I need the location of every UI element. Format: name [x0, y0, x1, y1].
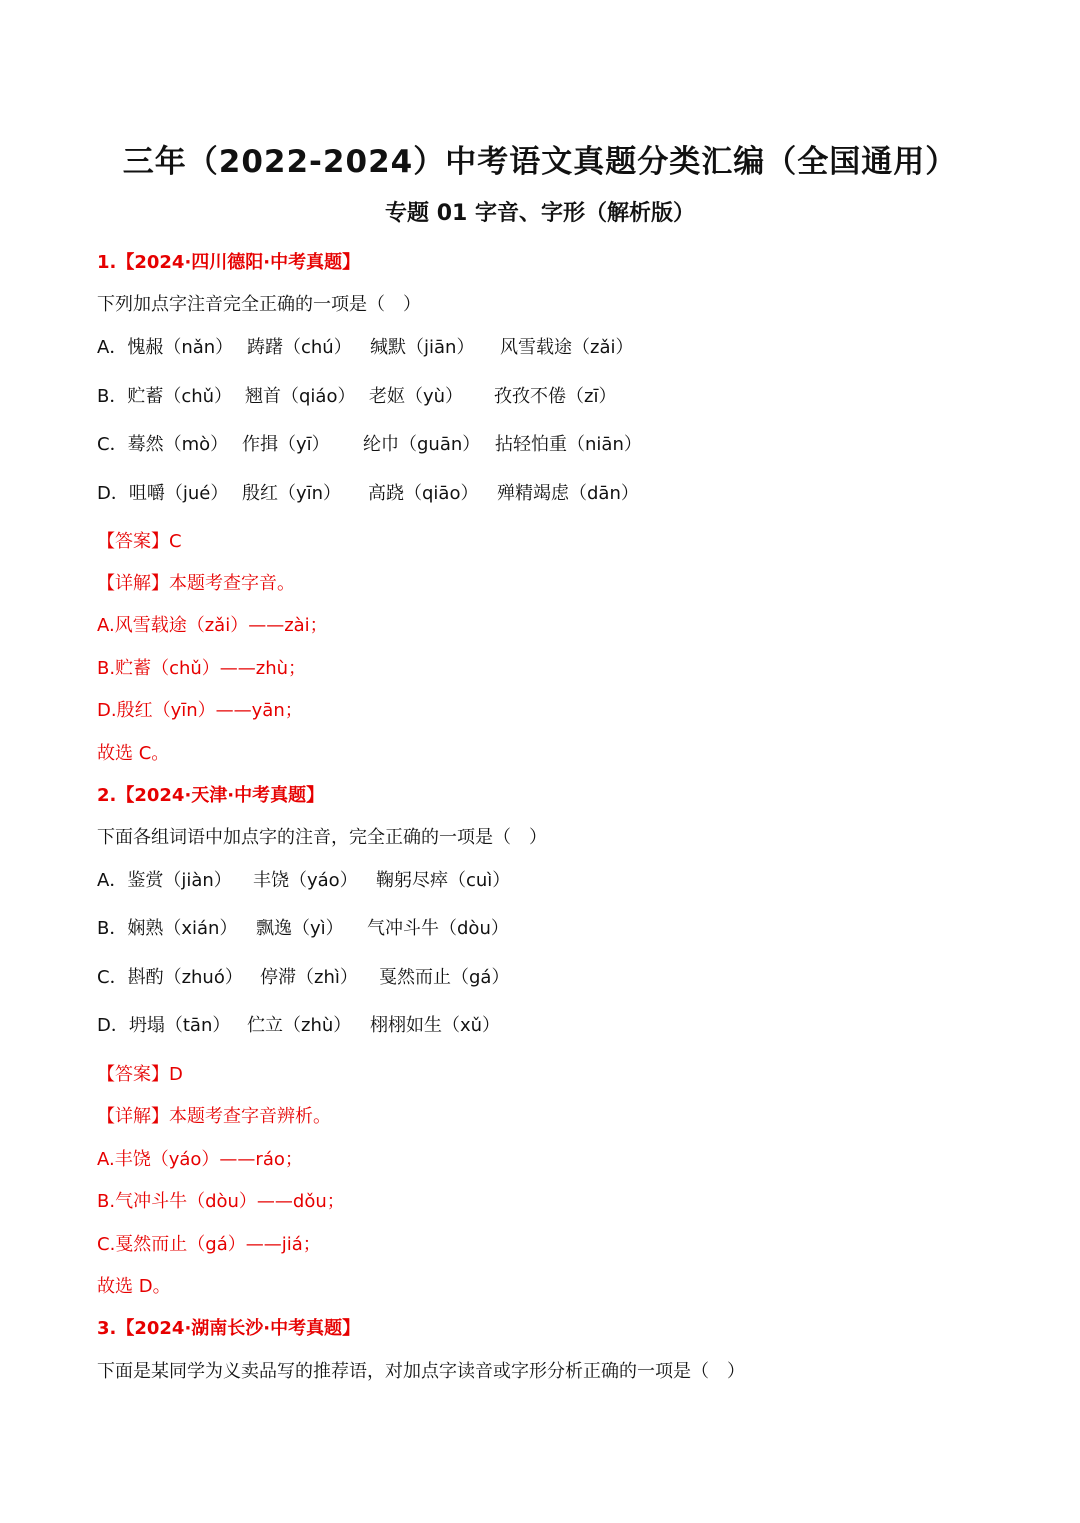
q2-b-item3: 气冲斗牛（dòu）	[367, 918, 509, 939]
q2-option-c	[97, 965, 997, 991]
q2-note-1: A.丰饶（yáo）——ráo；	[97, 1149, 303, 1170]
q2-a-item1: A．鉴赏（jiàn）	[97, 870, 232, 891]
q2-option-b	[97, 916, 997, 942]
q1-option-a	[97, 335, 997, 361]
q2-option-a	[97, 868, 997, 894]
q1-b-item1: B．贮蓄（chǔ）	[97, 386, 233, 407]
q2-detail: 【详解】本题考查字音辨析。	[97, 1106, 331, 1127]
q3-stem: 下面是某同学为义卖品写的推荐语，对加点字读音或字形分析正确的一项是（ ）	[97, 1361, 745, 1382]
q2-c-item2: 停滞（zhì）	[260, 967, 358, 988]
q1-conclusion: 故选 C。	[97, 743, 170, 764]
q2-d-item2: 伫立（zhù）	[247, 1015, 352, 1036]
q1-option-b	[97, 384, 997, 410]
q1-d-item2: 殷红（yīn）	[242, 483, 342, 504]
q1-c-item1: C．蓦然（mò）	[97, 434, 229, 455]
q1-detail: 【详解】本题考查字音。	[97, 573, 295, 594]
q2-d-item1: D．坍塌（tān）	[97, 1015, 231, 1036]
q1-a-item1: A．愧赧（nǎn）	[97, 337, 234, 358]
q1-answer: 【答案】C	[97, 531, 182, 552]
q1-d-item1: D．咀嚼（jué）	[97, 483, 229, 504]
q2-b-item2: 飘逸（yì）	[256, 918, 344, 939]
q2-stem: 下面各组词语中加点字的注音，完全正确的一项是（ ）	[97, 827, 547, 848]
q3-header: 3.【2024·湖南长沙·中考真题】	[97, 1318, 361, 1339]
q1-a-item4: 风雪载途（zǎi）	[500, 337, 634, 358]
q2-conclusion: 故选 D。	[97, 1276, 171, 1297]
q2-b-item1: B．娴熟（xián）	[97, 918, 238, 939]
q1-d-item3: 高跷（qiāo）	[368, 483, 479, 504]
q1-c-item4: 拈轻怕重（niān）	[495, 434, 642, 455]
q1-note-3: D.殷红（yīn）——yān；	[97, 700, 303, 721]
q1-option-d	[97, 481, 997, 507]
q2-header: 2.【2024·天津·中考真题】	[97, 785, 325, 806]
q1-note-2: B.贮蓄（chǔ）——zhù；	[97, 658, 307, 679]
q1-c-item2: 作揖（yī）	[242, 434, 330, 455]
q1-a-item3: 缄默（jiān）	[370, 337, 475, 358]
q2-c-item3: 戛然而止（gá）	[379, 967, 510, 988]
q1-c-item3: 纶巾（guān）	[363, 434, 481, 455]
q2-a-item3: 鞠躬尽瘁（cuì）	[376, 870, 511, 891]
q1-option-c	[97, 432, 997, 458]
q2-c-item1: C．斟酌（zhuó）	[97, 967, 243, 988]
q2-d-item3: 栩栩如生（xǔ）	[370, 1015, 501, 1036]
q1-note-1: A.风雪载途（zǎi）——zài；	[97, 615, 328, 636]
q1-a-item2: 踌躇（chú）	[247, 337, 352, 358]
q1-d-item4: 殚精竭虑（dān）	[497, 483, 639, 504]
q1-b-item2: 翘首（qiáo）	[245, 386, 356, 407]
page-subtitle: 专题 01 字音、字形（解析版）	[385, 201, 695, 226]
q2-note-3: C.戛然而止（gá）——jiá；	[97, 1234, 321, 1255]
q1-b-item4: 孜孜不倦（zī）	[494, 386, 617, 407]
q2-answer: 【答案】D	[97, 1064, 183, 1085]
q2-a-item2: 丰饶（yáo）	[253, 870, 358, 891]
q2-note-2: B.气冲斗牛（dòu）——dǒu；	[97, 1191, 345, 1212]
q2-option-d	[97, 1013, 997, 1039]
q1-stem: 下列加点字注音完全正确的一项是（ ）	[97, 294, 421, 315]
q1-b-item3: 老妪（yù）	[369, 386, 464, 407]
page-title: 三年（2022-2024）中考语文真题分类汇编（全国通用）	[122, 144, 958, 180]
q1-header: 1.【2024·四川德阳·中考真题】	[97, 252, 361, 273]
